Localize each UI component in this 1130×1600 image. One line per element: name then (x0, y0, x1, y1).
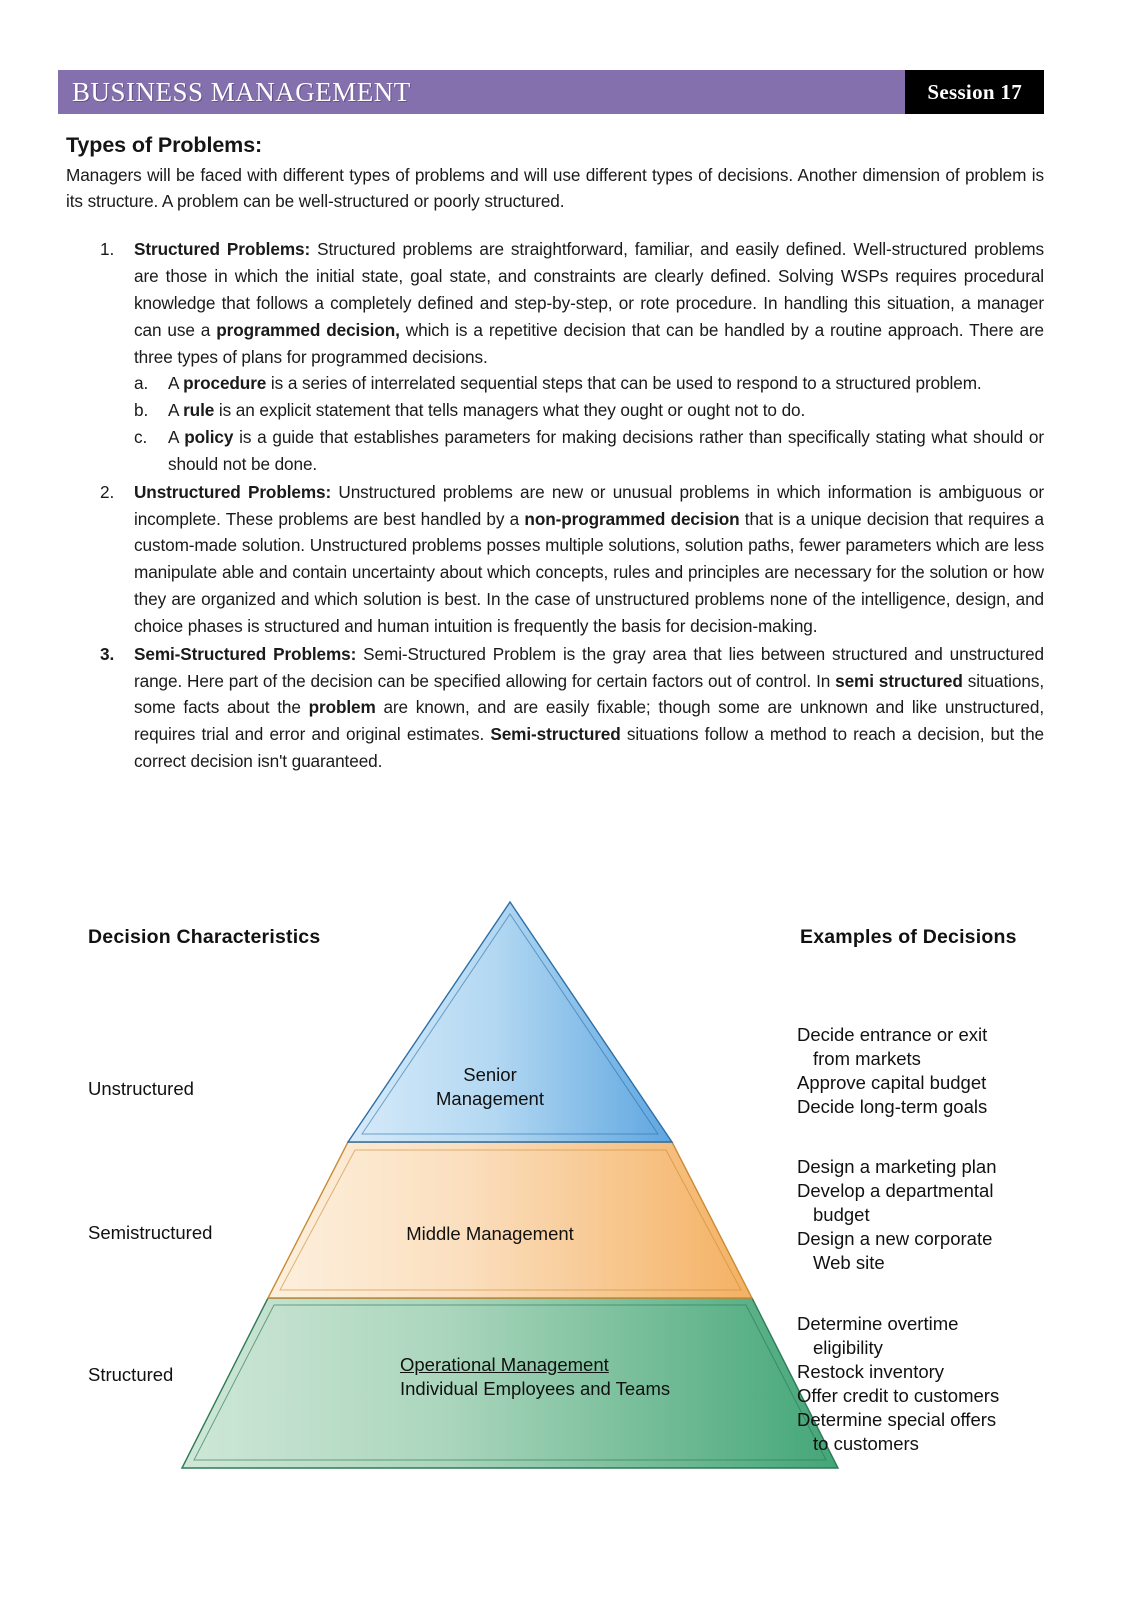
list-item-unstructured-problems (66, 479, 1044, 640)
tier-label-senior (400, 1063, 580, 1110)
tier-label-senior-line1: Senior (463, 1064, 517, 1085)
example-line: eligibility (813, 1337, 883, 1359)
side-label-structured: Structured (88, 1364, 174, 1385)
tier-label-operational-line2: Individual Employees and Teams (400, 1377, 671, 1399)
emphasis-procedure: procedure (183, 373, 267, 394)
list-item-lead: Structured Problems: (134, 239, 311, 260)
example-line: Decide long-term goals (797, 1096, 988, 1118)
examples-group-operational (797, 1312, 999, 1456)
sublist-marker: b. (134, 400, 149, 421)
programmed-plan-sublist (134, 370, 1044, 477)
list-marker: 1. (100, 239, 115, 260)
list-item-structured-problems (66, 236, 1044, 477)
emphasis-non-programmed-decision: non-programmed decision (524, 508, 740, 529)
list-item-body-4: situations follow a method to reach a decision, but the correct decision isn't guaranteed. (134, 724, 1044, 772)
side-label-semistructured: Semistructured (88, 1222, 213, 1243)
example-line: Restock inventory (797, 1361, 945, 1383)
example-line: to customers (813, 1433, 919, 1455)
emphasis-semi-structured-2: Semi-structured (490, 724, 621, 745)
list-item-lead: Semi-Structured Problems: (134, 643, 357, 664)
list-item-body: Unstructured problems are new or unusual problems in which information is ambiguous or incomplete. These problems are best handled by a (134, 481, 1044, 529)
list-marker: 2. (100, 481, 115, 502)
sublist-item-procedure (134, 370, 1044, 397)
problem-types-list (66, 236, 1044, 775)
example-line: Decide entrance or exit (797, 1024, 988, 1045)
sublist-post: is a guide that establishes parameters for making decisions rather than specifically stating what should or should not be done. (168, 427, 1044, 474)
example-line: Determine special offers (797, 1409, 997, 1431)
emphasis-policy: policy (184, 427, 234, 448)
side-label-unstructured: Unstructured (88, 1078, 194, 1099)
sublist-pre: A (168, 427, 185, 448)
list-item-body-2: which is a repetitive decision that can be handled by a routine approach. There are three types of plans for programmed decisions. (134, 319, 1044, 367)
section-heading: Types of Problems: (66, 133, 263, 157)
list-item-body-2: situations, some facts about the (134, 670, 1044, 718)
list-item-body-2: that is a unique decision that requires a custom-made solution. Unstructured problems posses multiple solutions, solution paths, fewer parameters which are less manipulate able and contain uncertainty about which concepts, rules and principles are necessary for the solution or how they are organized and which solution is best. In the case of unstructured problems none of the intelligence, design, and choice phases is structured and human intuition is frequently the basis for decision-making. (134, 508, 1045, 636)
diagram-heading-left: Decision Characteristics (88, 926, 321, 948)
emphasis-semi-structured: semi structured (835, 670, 963, 691)
sublist-marker: c. (134, 427, 148, 448)
example-line: Offer credit to customers (797, 1385, 1000, 1407)
tier-label-operational-line1: Operational Management (400, 1354, 609, 1375)
intro-paragraph: Managers will be faced with different types of problems and will use different types of decisions. Another dimension of problem is its structure. A problem can be well-structured or poorly structured. (66, 165, 1044, 212)
example-line: from markets (813, 1048, 921, 1070)
sublist-item-rule (134, 397, 1044, 424)
list-item-body: Structured problems are straightforward, familiar, and easily defined. Well-structured problems are those in which the initial state, goal state, and constraints are clearly defined. Solving WSPs requires procedural knowledge that follows a completely defined and step-by-step, or rote procedure. In handling this situation, a manager can use a (134, 239, 1044, 340)
diagram-heading-right: Examples of Decisions (800, 926, 1017, 948)
tier-label-middle (400, 1222, 580, 1246)
sublist-item-policy (134, 424, 1044, 478)
list-item-body: Semi-Structured Problem is the gray area that lies between structured and unstructured range. Here part of the decision can be specified allowing for certain factors out of control. In (134, 643, 1044, 691)
pyramid-tier-middle (268, 1142, 752, 1298)
example-line: Approve capital budget (797, 1072, 987, 1094)
page-header-banner (58, 70, 1044, 114)
example-line: Design a marketing plan (797, 1156, 997, 1177)
sublist-pre: A (168, 373, 184, 394)
session-badge: Session 17 (905, 70, 1044, 114)
example-line: Develop a departmental (797, 1180, 994, 1202)
example-line: Determine overtime (797, 1313, 959, 1334)
tier-label-operational (400, 1353, 671, 1400)
list-item-lead: Unstructured Problems: (134, 481, 332, 502)
decision-pyramid-diagram (0, 880, 1130, 1500)
document-body (66, 133, 1044, 776)
example-line: Design a new corporate (797, 1228, 993, 1250)
sublist-post: is an explicit statement that tells managers what they ought or ought not to do. (214, 400, 806, 421)
examples-group-senior (797, 1023, 987, 1119)
list-item-body-3: are known, and are easily fixable; though some are unknown and like unstructured, requires trial and error and original estimates. (134, 697, 1044, 745)
emphasis-programmed-decision: programmed decision, (216, 319, 400, 340)
sublist-marker: a. (134, 373, 149, 394)
emphasis-rule: rule (183, 400, 215, 421)
tier-label-senior-line2: Management (436, 1087, 544, 1109)
page-title: BUSINESS MANAGEMENT (72, 76, 411, 107)
list-marker: 3. (100, 643, 115, 664)
sublist-pre: A (168, 400, 184, 421)
examples-group-middle (797, 1155, 997, 1275)
sublist-post: is a series of interrelated sequential steps that can be used to respond to a structured problem. (266, 373, 982, 394)
list-item-semi-structured-problems (66, 641, 1044, 775)
emphasis-problem: problem (308, 697, 376, 718)
tier-label-middle-line1: Middle Management (406, 1223, 574, 1244)
example-line: budget (813, 1204, 870, 1226)
example-line: Web site (813, 1252, 885, 1274)
